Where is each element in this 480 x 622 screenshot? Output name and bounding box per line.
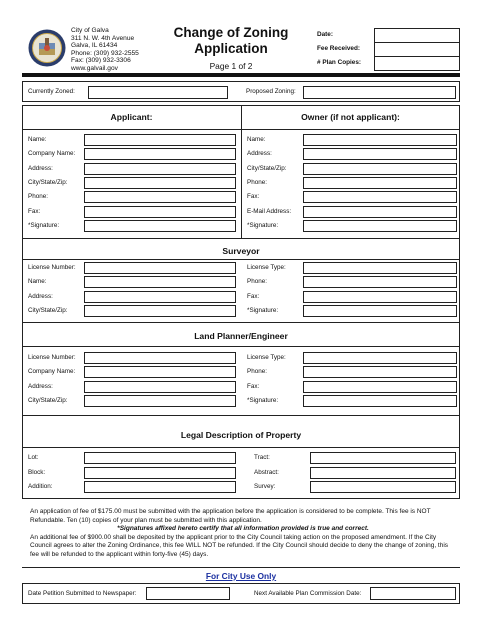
surveyor-label: Phone: [247,278,267,286]
owner-label: Address: [247,150,272,158]
applicant-heading: Applicant: [110,112,153,122]
date-field[interactable] [374,28,460,43]
planner-field[interactable] [84,381,236,393]
planner-label: *Signature: [247,396,279,404]
surveyor-field[interactable] [84,291,236,303]
surveyor-field[interactable] [84,305,236,317]
surveyor-heading: Surveyor [222,246,260,256]
legal-field[interactable] [310,452,456,464]
petition-date-label: Date Petition Submitted to Newspaper: [28,590,137,597]
surveyor-label: License Type: [247,264,286,271]
address-line: City of Galva [71,27,109,34]
surveyor-label: Name: [28,278,47,286]
legal-label: Lot: [28,454,39,461]
owner-label: City/State/Zip: [247,164,287,172]
applicant-heading-rule [22,129,241,130]
planner-field[interactable] [303,352,457,364]
owner-label: E-Mail Address: [247,207,292,215]
legal-label: Addition: [28,483,53,491]
legal-label: Abstract: [254,468,279,476]
planner-label: License Type: [247,354,286,361]
planner-heading: Land Planner/Engineer [194,331,288,341]
legal-description-heading: Legal Description of Property [180,430,302,440]
surveyor-label: City/State/Zip: [28,306,68,314]
applicant-label: Company Name: [28,150,76,158]
currently-zoned-field[interactable] [88,86,228,99]
surveyor-field[interactable] [303,276,457,288]
applicant-field[interactable] [84,134,236,146]
owner-label: Fax: [247,193,260,201]
surveyor-field[interactable] [84,262,236,274]
address-line: Fax: (309) 932-3306 [71,57,131,64]
section-divider [22,415,460,416]
applicant-label: Phone: [28,193,48,201]
applicant-field[interactable] [84,163,236,175]
legal-heading-rule [22,447,460,448]
city-address-block [71,27,139,72]
planner-label: Phone: [247,368,267,376]
applicant-field[interactable] [84,206,236,218]
city-use-rule [22,567,460,568]
city-seal-logo [28,29,66,67]
applicant-label: Address: [28,164,53,172]
planner-field[interactable] [303,366,457,378]
owner-heading: Owner (if not applicant): [301,112,400,122]
surveyor-field[interactable] [303,305,457,317]
plan-copies-field[interactable] [374,56,460,71]
fee-paragraph-2: An additional fee of $900.00 shall be deposited by the applicant prior to the City Council taking action on the proposed amendment. If the City Council agrees to alter the Zoning Ordinance, this fee WILL NOT be refunded. If the City Council should decide to deny the change of zoning, this fee will be refunded to the applicant within forty-five (45) days. [30,533,449,558]
surveyor-label: *Signature: [247,306,279,314]
planner-field[interactable] [84,395,236,407]
petition-date-field[interactable] [146,587,230,600]
fee-received-label: Fee Received: [317,45,360,52]
applicant-label: Name: [28,136,47,143]
surveyor-label: Fax: [247,292,260,300]
legal-label: Survey: [254,483,276,491]
owner-field[interactable] [303,220,457,232]
applicant-field[interactable] [84,148,236,160]
legal-field[interactable] [84,481,236,493]
address-line: www.galvail.gov [71,64,118,72]
currently-zoned-label: Currently Zoned: [28,88,75,95]
plan-copies-label: # Plan Copies: [317,59,362,66]
applicant-field[interactable] [84,191,236,203]
legal-field[interactable] [310,467,456,479]
planner-label: Fax: [247,382,260,390]
owner-heading-rule [241,129,460,130]
applicant-label: Fax: [28,207,41,215]
header-divider [22,73,460,77]
legal-field[interactable] [84,467,236,479]
planner-field[interactable] [84,352,236,364]
planner-heading-rule [22,346,460,347]
fee-paragraph-1: An application of fee of $175.00 must be submitted with the application before the application is considered to be complete. This fee is NOT Refundable. Ten (10) copies of your plan must be submitted with this application. [30,508,431,524]
legal-field[interactable] [84,452,236,464]
owner-field[interactable] [303,206,457,218]
proposed-zoning-label: Proposed Zoning: [246,88,296,95]
planner-label: Company Name: [28,368,76,376]
surveyor-field[interactable] [303,262,457,274]
page-indicator: Page 1 of 2 [209,61,253,71]
owner-field[interactable] [303,177,457,189]
owner-label: Name: [247,136,266,143]
owner-label: Phone: [247,178,267,186]
legal-label: Tract: [254,454,270,461]
surveyor-field[interactable] [303,291,457,303]
address-line: 311 N. W. 4th Avenue [71,34,135,42]
section-divider [22,322,460,323]
address-line: Phone: (309) 932-2555 [71,49,139,57]
planner-field[interactable] [303,395,457,407]
legal-field[interactable] [310,481,456,493]
commission-date-label: Next Available Plan Commission Date: [254,590,362,597]
signature-certification: *Signatures affixed hereto certify that all information provided is true and correct. [117,525,369,533]
owner-label: *Signature: [247,221,279,229]
applicant-field[interactable] [84,220,236,232]
applicant-owner-divider [241,105,242,238]
form-title [166,25,296,71]
section-divider [22,238,460,239]
fee-received-field[interactable] [374,42,460,57]
owner-field[interactable] [303,134,457,146]
commission-date-field[interactable] [370,587,456,600]
legal-label: Block: [28,468,46,476]
surveyor-field[interactable] [84,276,236,288]
applicant-label: *Signature: [28,221,60,229]
surveyor-label: License Number: [28,264,76,271]
applicant-label: City/State/Zip: [28,178,68,186]
planner-label: City/State/Zip: [28,396,68,404]
title-line-1: Change of Zoning [173,25,289,40]
planner-label: License Number: [28,354,76,361]
title-line-2: Application [194,41,268,56]
owner-field[interactable] [303,191,457,203]
date-label: Date: [317,31,333,38]
planner-field[interactable] [84,366,236,378]
proposed-zoning-field[interactable] [303,86,456,99]
surveyor-label: Address: [28,292,53,300]
fee-notice [30,508,456,560]
planner-field[interactable] [303,381,457,393]
owner-field[interactable] [303,163,457,175]
city-use-heading: For City Use Only [205,571,277,581]
surveyor-heading-rule [22,259,460,260]
owner-field[interactable] [303,148,457,160]
address-line: Galva, IL 61434 [71,42,118,49]
applicant-field[interactable] [84,177,236,189]
planner-label: Address: [28,382,53,390]
